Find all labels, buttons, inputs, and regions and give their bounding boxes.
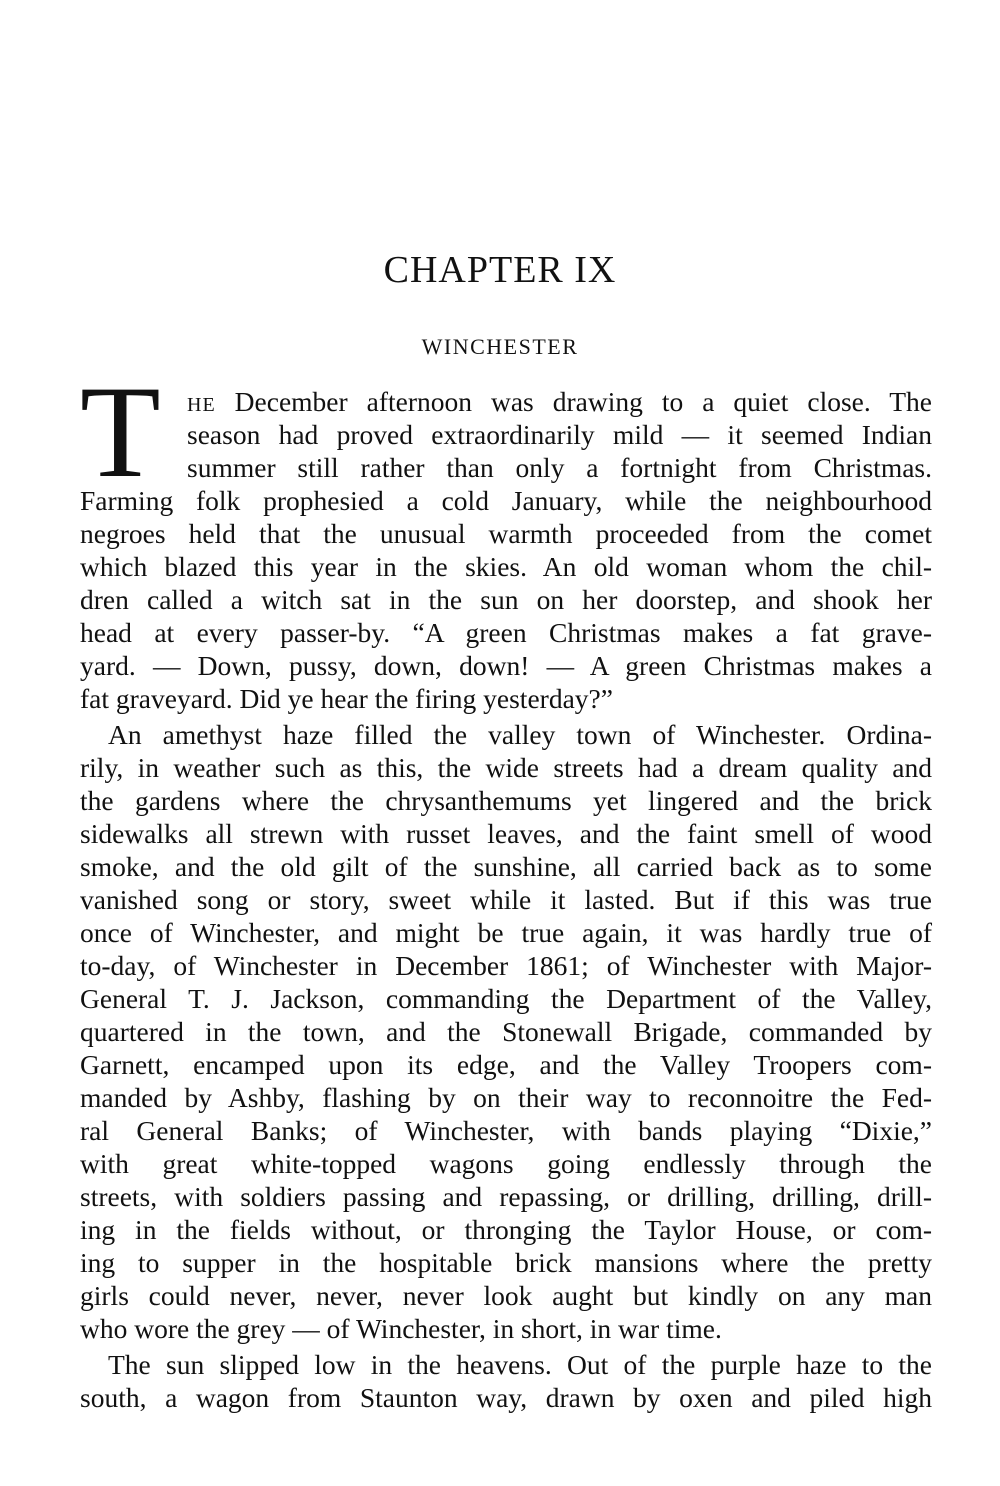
text-line: head at every passer-by. “A green Christmas makes a fat grave- <box>80 617 932 648</box>
line-text: December afternoon was drawing to a quiet close. The <box>234 386 933 417</box>
text-line: to-day, of Winchester in December 1861; of Winchester with Major- <box>80 950 932 981</box>
text-line: once of Winchester, and might be true again, it was hardly true of <box>80 917 932 948</box>
small-caps-text: HE <box>187 394 216 416</box>
chapter-subtitle: WINCHESTER <box>421 334 579 359</box>
text-line: season had proved extraordinarily mild — it seemed Indian <box>187 419 932 450</box>
text-line: rily, in weather such as this, the wide streets had a dream quality and <box>80 752 932 783</box>
text-line: ral General Banks; of Winchester, with bands playing “Dixie,” <box>80 1115 932 1146</box>
text-line: The sun slipped low in the heavens. Out of the purple haze to the <box>108 1349 932 1380</box>
text-line: summer still rather than only a fortnight from Christmas. <box>187 452 932 483</box>
text-line: streets, with soldiers passing and repassing, or drilling, drilling, drill- <box>80 1181 932 1212</box>
text-line: sidewalks all strewn with russet leaves, and the faint smell of wood <box>80 818 932 849</box>
text-line: negroes held that the unusual warmth proceeded from the comet <box>80 518 932 549</box>
text-line: fat graveyard. Did ye hear the firing yesterday?” <box>80 683 613 714</box>
text-line: south, a wagon from Staunton way, drawn by oxen and piled high <box>80 1382 932 1413</box>
text-line <box>187 385 932 419</box>
text-line: vanished song or story, sweet while it lasted. But if this was true <box>80 884 932 915</box>
text-line: with great white-topped wagons going endlessly through the <box>80 1148 932 1179</box>
text-line: General T. J. Jackson, commanding the Department of the Valley, <box>80 983 932 1014</box>
text-line: the gardens where the chrysanthemums yet lingered and the brick <box>80 785 932 816</box>
text-line: who wore the grey — of Winchester, in short, in war time. <box>80 1313 722 1344</box>
text-line: smoke, and the old gilt of the sunshine, all carried back as to some <box>80 851 932 882</box>
chapter-title: CHAPTER IX <box>383 249 617 291</box>
text-line: dren called a witch sat in the sun on her doorstep, and shook her <box>80 584 932 615</box>
text-line: Farming folk prophesied a cold January, while the neighbourhood <box>80 485 932 516</box>
text-line: which blazed this year in the skies. An old woman whom the chil- <box>80 551 932 582</box>
text-line: quartered in the town, and the Stonewall Brigade, commanded by <box>80 1016 932 1047</box>
text-line: ing to supper in the hospitable brick mansions where the pretty <box>80 1247 932 1278</box>
text-line: girls could never, never, never look aught but kindly on any man <box>80 1280 932 1311</box>
text-line: ing in the fields without, or thronging the Taylor House, or com- <box>80 1214 932 1245</box>
text-line: Garnett, encamped upon its edge, and the Valley Troopers com- <box>80 1049 932 1080</box>
text-line: An amethyst haze filled the valley town of Winchester. Ordina- <box>108 719 932 750</box>
text-line: manded by Ashby, flashing by on their way to reconnoitre the Fed- <box>80 1082 932 1113</box>
text-line: yard. — Down, pussy, down, down! — A green Christmas makes a <box>80 650 932 681</box>
drop-cap: T <box>80 358 161 505</box>
